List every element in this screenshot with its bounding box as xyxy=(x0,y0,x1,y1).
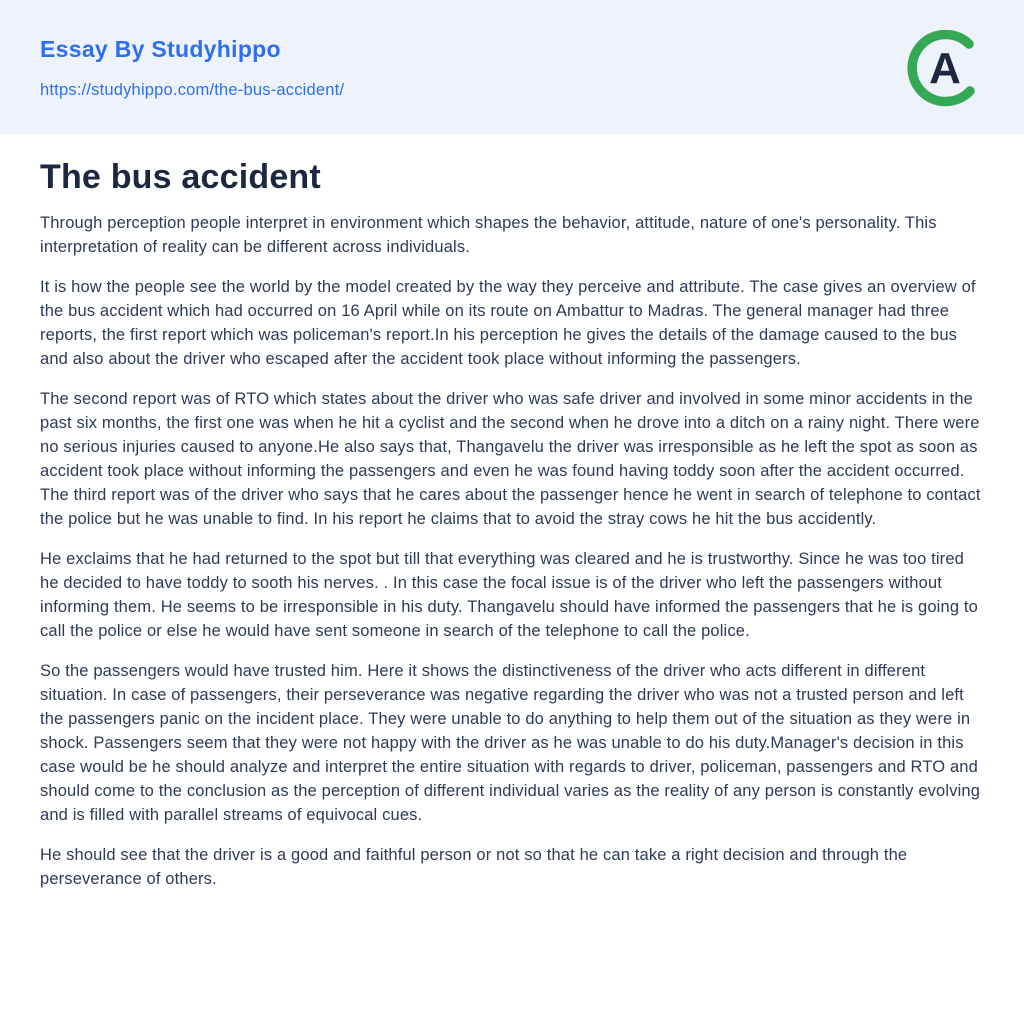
article-content xyxy=(0,134,1024,891)
site-title: Essay By Studyhippo xyxy=(40,36,281,62)
article-title: The bus accident xyxy=(40,158,321,196)
article-paragraph: Through perception people interpret in environment which shapes the behavior, attitude, nature of one's personality. This interpretation of reality can be different across individuals. xyxy=(40,214,937,256)
article-paragraph: He exclaims that he had returned to the spot but till that everything was cleared and he is trustworthy. Since he was too tired he decided to have toddy to sooth his nerves. . In this case the focal issue is of the driver who left the passengers without informing them. He seems to be irresponsible in his duty. Thangavelu should have informed the passengers that he is going to call the police or else he would have sent someone in search of the telephone to call the police. xyxy=(40,550,978,640)
logo-letter: A xyxy=(929,44,961,93)
studyhippo-logo[interactable] xyxy=(907,30,985,108)
article-url-link[interactable]: https://studyhippo.com/the-bus-accident/ xyxy=(40,81,345,99)
article-paragraph: The second report was of RTO which states about the driver who was safe driver and involved in some minor accidents in the past six months, the first one was when he hit a cyclist and the second when he drove into a ditch on a rainy night. There were no serious injuries caused to anyone.He also says that, Thangavelu the driver was irresponsible as he left the spot as soon as accident took place without informing the passengers and even he was found having toddy soon after the accident occurred. The third report was of the driver who says that he cares about the passenger hence he went in search of telephone to contact the police but he was unable to find. In his report he claims that to avoid the stray cows he hit the bus accidently. xyxy=(40,390,981,528)
article-paragraph: So the passengers would have trusted him. Here it shows the distinctiveness of the driver who acts different in different situation. In case of passengers, their perseverance was negative regarding the driver who was not a trusted person and left the passengers panic on the incident place. They were unable to do anything to help them out of the situation as they were in shock. Passengers seem that they were not happy with the driver as he was unable to do his duty.Manager's decision in this case would be he should analyze and interpret the entire situation with regards to driver, policeman, passengers and RTO and should come to the conclusion as the perception of different individual varies as the reality of any person is constantly evolving and is filled with parallel streams of equivocal cues. xyxy=(40,662,981,824)
page-header xyxy=(0,0,1024,134)
article-paragraph: It is how the people see the world by the model created by the way they perceive and attribute. The case gives an overview of the bus accident which had occurred on 16 April while on its route on Ambattur to Madras. The general manager had three reports, the first report which was policeman's report.In his perception he gives the details of the damage caused to the bus and also about the driver who escaped after the accident took place without informing the passengers. xyxy=(40,278,976,368)
logo-ring-icon xyxy=(907,30,985,108)
article-body xyxy=(40,211,984,891)
article-paragraph: He should see that the driver is a good and faithful person or not so that he can take a right decision and through the perseverance of others. xyxy=(40,846,908,888)
